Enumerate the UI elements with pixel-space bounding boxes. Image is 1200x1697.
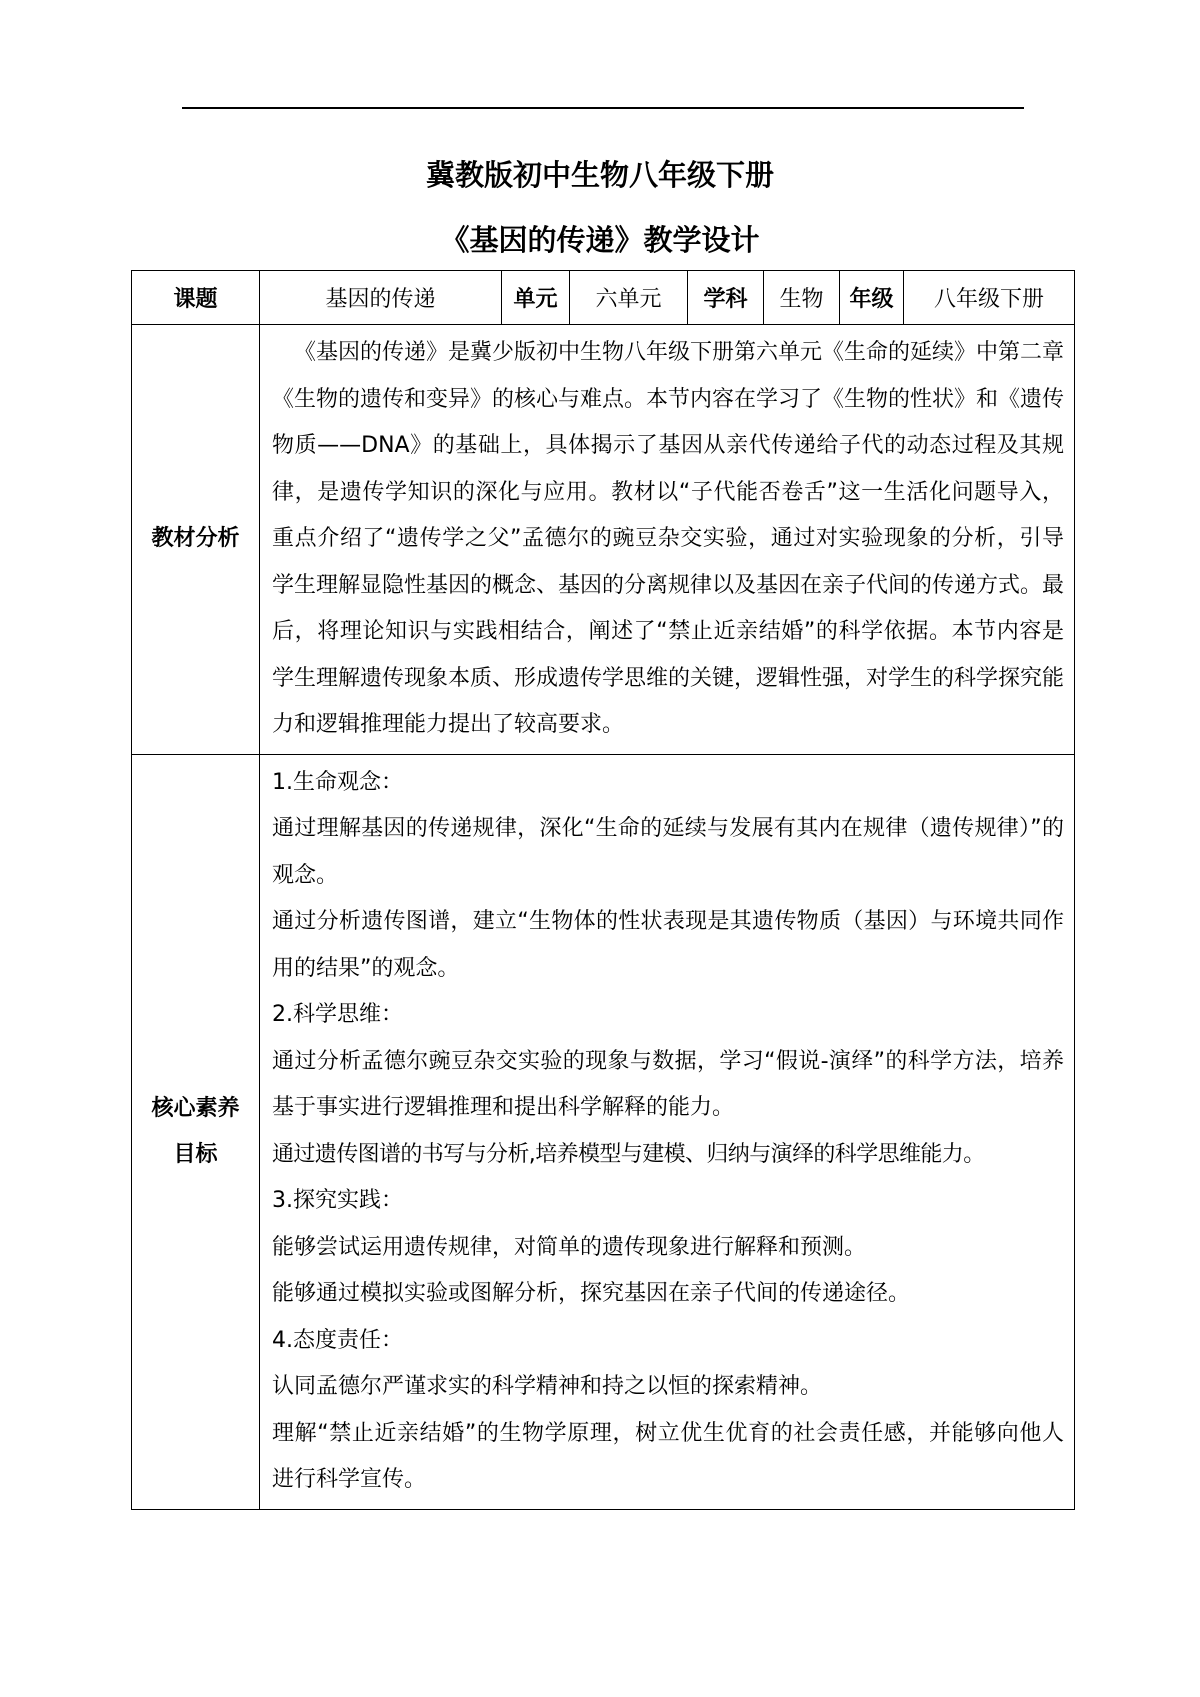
- goal-item: 通过遗传图谱的书写与分析,培养模型与建模、归纳与演绎的科学思维能力。: [272, 1141, 985, 1167]
- analysis-label: [132, 325, 260, 755]
- goal-item: 认同孟德尔严谨求实的科学精神和持之以恒的探索精神。: [272, 1374, 823, 1399]
- subject-value: 生物: [764, 271, 840, 325]
- unit-label: 单元: [502, 271, 570, 325]
- goal-item: 2.科学思维：: [272, 1002, 403, 1027]
- topic-value: 基因的传递: [260, 271, 502, 325]
- subject-label: 学科: [688, 271, 764, 325]
- document-subtitle: 《基因的传递》教学设计: [440, 223, 760, 257]
- goals-label-line1: 核心素养: [151, 1095, 240, 1121]
- goal-item: 理解“禁止近亲结婚”的生物学原理，树立优生优育的社会责任感，并能够向他人进行科学宣传。: [272, 1420, 1064, 1492]
- unit-value: 六单元: [570, 271, 688, 325]
- header-rule: [182, 107, 1024, 109]
- goals-row: [132, 754, 1075, 1509]
- analysis-content: [260, 325, 1075, 755]
- goals-content: [260, 754, 1075, 1509]
- goal-item: 4.态度责任：: [272, 1327, 403, 1353]
- goal-item: 能够通过模拟实验或图解分析，探究基因在亲子代间的传递途径。: [272, 1281, 911, 1306]
- document-title: 冀教版初中生物八年级下册: [425, 158, 774, 192]
- analysis-label-text: 教材分析: [151, 526, 240, 552]
- analysis-row: [132, 325, 1075, 755]
- goal-item: 通过理解基因的传递规律，深化“生命的延续与发展有其内在规律（遗传规律）”的观念。: [272, 816, 1064, 888]
- grade-label: 年级: [840, 271, 904, 325]
- goal-item: 通过分析遗传图谱，建立“生物体的性状表现是其遗传物质（基因）与环境共同作用的结果”的观念。: [272, 909, 1064, 981]
- grade-value: 八年级下册: [904, 271, 1075, 325]
- goal-item: 3.探究实践：: [272, 1188, 403, 1213]
- goal-item: 通过分析孟德尔豌豆杂交实验的现象与数据，学习“假说-演绎”的科学方法，培养基于事实进行逻辑推理和提出科学解释的能力。: [272, 1048, 1064, 1120]
- lesson-plan-table: [131, 270, 1075, 1510]
- goal-item: 能够尝试运用遗传规律，对简单的遗传现象进行解释和预测。: [272, 1234, 867, 1260]
- info-row: [132, 271, 1075, 325]
- goals-label-line2: 目标: [173, 1141, 218, 1167]
- goal-item: 1.生命观念：: [272, 769, 403, 795]
- analysis-text: 《基因的传递》是冀少版初中生物八年级下册第六单元《生命的延续》中第二章《生物的遗传和变异》的核心与难点。本节内容在学习了《生物的性状》和《遗传物质——DNA》的基础上，具体揭示了基因从亲代传递给子代的动态过程及其规律，是遗传学知识的深化与应用。教材以“子代能否卷舌”这一生活化问题导入，重点介绍了“遗传学之父”孟德尔的豌豆杂交实验，通过对实验现象的分析，引导学生理解显隐性基因的概念、基因的分离规律以及基因在亲子代间的传递方式。最后，将理论知识与实践相结合，阐述了“禁止近亲结婚”的科学依据。本节内容是学生理解遗传现象本质、形成遗传学思维的关键，逻辑性强，对学生的科学探究能力和逻辑推理能力提出了较高要求。: [272, 340, 1065, 737]
- topic-label: 课题: [132, 271, 260, 325]
- goals-label: [132, 754, 260, 1509]
